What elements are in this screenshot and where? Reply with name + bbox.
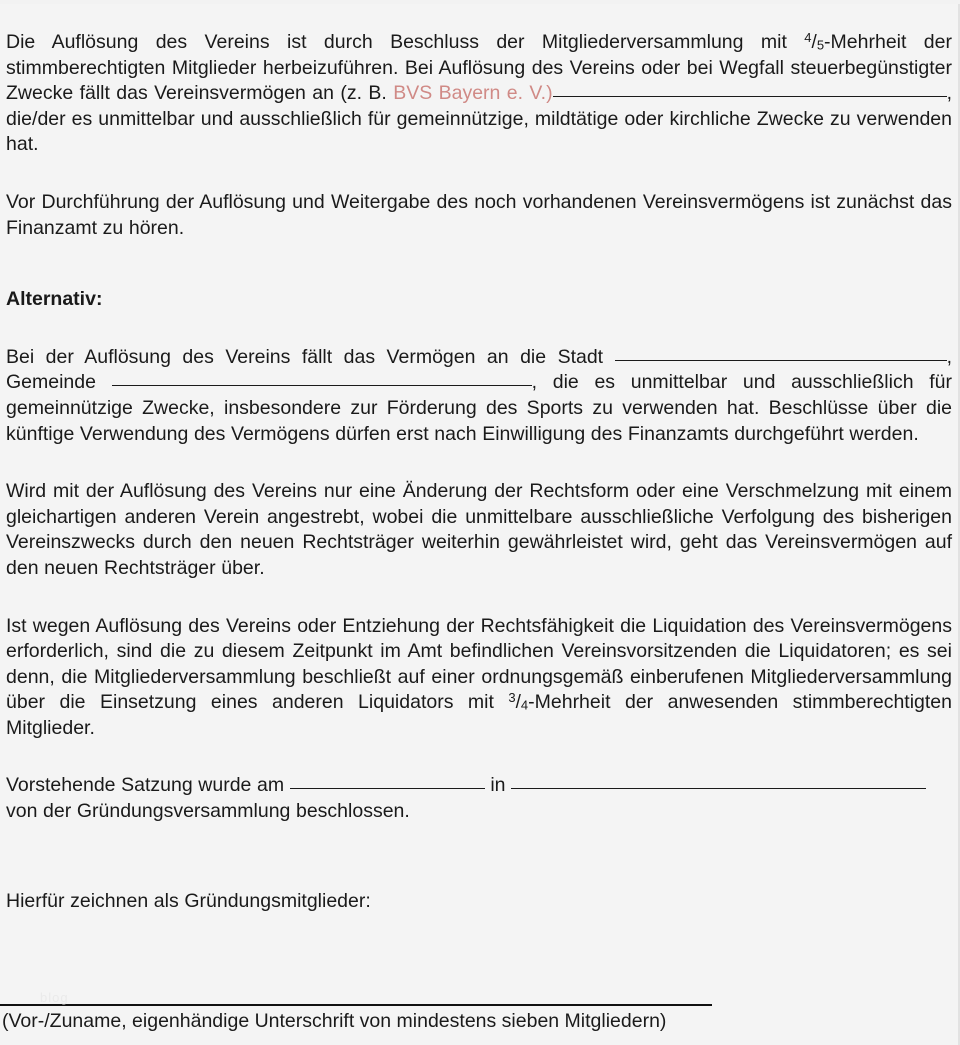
paragraph-text-part: von der Gründungsversammlung beschlossen. bbox=[6, 800, 410, 823]
signature-caption: (Vor-/Zuname, eigenhändige Unterschrift von mindestens sieben Mitgliedern) bbox=[2, 1010, 667, 1033]
spacer bbox=[6, 313, 952, 345]
spacer bbox=[6, 158, 952, 190]
paragraph-text-part: Vorstehende Satzung wurde am bbox=[6, 774, 290, 797]
paragraph-text-part: in bbox=[484, 774, 512, 797]
spacer bbox=[6, 825, 952, 889]
fraction-slash: / bbox=[515, 692, 521, 714]
fraction-slash: / bbox=[811, 32, 817, 53]
watermark-text: blog bbox=[40, 990, 69, 1006]
paragraph-alternativ-vermoegen bbox=[6, 345, 952, 447]
blank-fill-line-datum[interactable] bbox=[290, 774, 485, 789]
highlighted-org-name: BVS Bayern e. V.) bbox=[393, 82, 553, 105]
paragraph-text-part: , die/der es unmittelbar und ausschließlich für gemeinnützige, mildtätige oder kirchliche Zwecke zu verwenden hat. bbox=[6, 82, 952, 156]
paragraph-rechtsform-verschmelzung: Wird mit der Auflösung des Vereins nur eine Änderung der Rechtsform oder eine Verschmelzung mit einem gleichartigen anderen Verein angestrebt, wobei die unmittelbare ausschließliche Verfolgung des bisherigen Vereinszwecks durch den neuen Rechtsträger weiterhin gewährleistet wird, geht das Vereinsvermögen auf den neuen Rechtsträger über. bbox=[6, 480, 952, 579]
alternativ-label: Alternativ: bbox=[6, 288, 103, 311]
blank-fill-line-gemeinde[interactable] bbox=[112, 371, 532, 386]
spacer bbox=[6, 4, 952, 30]
paragraph-aufloesung-mehrheit bbox=[6, 30, 952, 158]
paragraph-liquidation bbox=[6, 614, 952, 742]
paragraph-gruendungsmitglieder: Hierfür zeichnen als Gründungsmitglieder: bbox=[6, 889, 371, 912]
blank-fill-line-stadt[interactable] bbox=[615, 346, 947, 361]
paragraph-text-part: Ist wegen Auflösung des Vereins oder Entziehung der Rechtsfähigkeit die Liquidation des Vereinsvermögens erforderlich, sind die zu diesem Zeitpunkt im Amt befindlichen Vereinsvorsitzenden die Liquidatoren; es sei denn, die Mitgliederversammlung beschließt auf einer ordnungsgemäß einberufenen Mitgliederversammlung über die Einsetzung eines anderen Liquidators mit bbox=[6, 614, 952, 714]
fraction-three-quarters bbox=[508, 691, 528, 712]
signature-block bbox=[2, 990, 952, 1034]
spacer bbox=[6, 241, 952, 287]
paragraph-text-part: , die es unmittelbar und ausschließlich für gemeinnützige Zwecke, insbesondere zur Förderung des Sports zu verwenden hat. Beschlüsse über die künftige Verwendung des Vermögens dürfen erst nach Einwilligung des Finanzamts durchgeführt werden. bbox=[6, 371, 952, 445]
spacer bbox=[6, 582, 952, 614]
signature-space bbox=[6, 914, 952, 1000]
paragraph-text-part: -Mehrheit der stimmberechtigten Mitglieder herbeizuführen. Bei Auflösung des Vereins oder bei Wegfall steuerbegünstigter Zwecke fällt das Vereinsvermögen an (z. B. bbox=[6, 31, 952, 105]
spacer bbox=[6, 741, 952, 773]
fraction-four-fifths bbox=[804, 31, 824, 52]
fraction-denominator: 4 bbox=[520, 697, 529, 713]
fraction-denominator: 5 bbox=[816, 37, 825, 53]
document-page bbox=[0, 4, 960, 1045]
paragraph-finanzamt-hoeren: Vor Durchführung der Auflösung und Weitergabe des noch vorhandenen Vereinsvermögens ist zunächst das Finanzamt zu hören. bbox=[6, 190, 952, 239]
paragraph-text-part: Die Auflösung des Vereins ist durch Beschluss der Mitgliederversammlung mit bbox=[6, 31, 805, 53]
fraction-numerator: 3 bbox=[508, 690, 516, 706]
paragraph-text-part: , Gemeinde bbox=[6, 345, 952, 394]
paragraph-text-part: -Mehrheit der anwesenden stimmberechtigten Mitglieder. bbox=[6, 691, 952, 739]
blank-fill-line-organisation[interactable] bbox=[553, 82, 947, 97]
spacer bbox=[6, 447, 952, 479]
paragraph-satzung-beschlossen bbox=[6, 773, 952, 824]
paragraph-text-part: Bei der Auflösung des Vereins fällt das Vermögen an die Stadt bbox=[6, 345, 615, 368]
signature-rule bbox=[0, 1004, 712, 1006]
fraction-numerator: 4 bbox=[804, 30, 812, 46]
blank-fill-line-ort[interactable] bbox=[511, 774, 926, 789]
